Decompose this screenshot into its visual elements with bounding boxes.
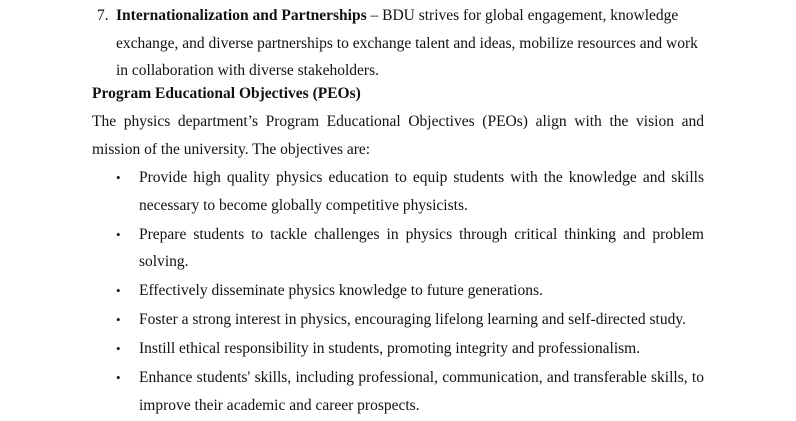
bullet-icon: • bbox=[116, 370, 121, 385]
numbered-list-item-7 bbox=[97, 2, 707, 85]
objective-item bbox=[92, 364, 704, 419]
item-lead-term: Internationalization and Partnerships bbox=[116, 7, 367, 24]
list-item-body bbox=[116, 2, 707, 85]
list-number: 7. bbox=[97, 7, 109, 24]
objective-text: Prepare students to tackle challenges in physics through critical thinking and problem solving. bbox=[139, 225, 704, 270]
item-text: – BDU strives for global engagement, knowledge exchange, and diverse partnerships to exchange talent and ideas, mobilize resources and work in collaboration with diverse stakeholders. bbox=[116, 7, 698, 79]
objective-item bbox=[92, 277, 704, 305]
objective-text: Instill ethical responsibility in students, promoting integrity and professionalism. bbox=[139, 340, 641, 357]
bullet-icon: • bbox=[116, 283, 121, 298]
objective-text: Foster a strong interest in physics, encouraging lifelong learning and self-directed study. bbox=[139, 311, 686, 328]
objective-text: Provide high quality physics education to equip students with the knowledge and skills necessary to become globally competitive physicists. bbox=[139, 169, 704, 214]
objective-item bbox=[92, 335, 704, 363]
intro-paragraph: The physics department’s Program Educational Objectives (PEOs) align with the vision and mission of the university. The objectives are: bbox=[92, 113, 704, 158]
bullet-icon: • bbox=[116, 170, 121, 185]
objective-item bbox=[92, 164, 704, 219]
objective-text: Effectively disseminate physics knowledge to future generations. bbox=[139, 282, 543, 299]
objective-item bbox=[92, 221, 704, 276]
bullet-icon: • bbox=[116, 341, 121, 356]
objective-text: Enhance students' skills, including professional, communication, and transferable skills, to improve their academic and career prospects. bbox=[139, 369, 704, 414]
section-heading: Program Educational Objectives (PEOs) bbox=[92, 85, 361, 102]
objective-item bbox=[92, 306, 704, 334]
objectives-list bbox=[92, 164, 704, 421]
bullet-icon: • bbox=[116, 312, 121, 327]
bullet-icon: • bbox=[116, 226, 121, 242]
